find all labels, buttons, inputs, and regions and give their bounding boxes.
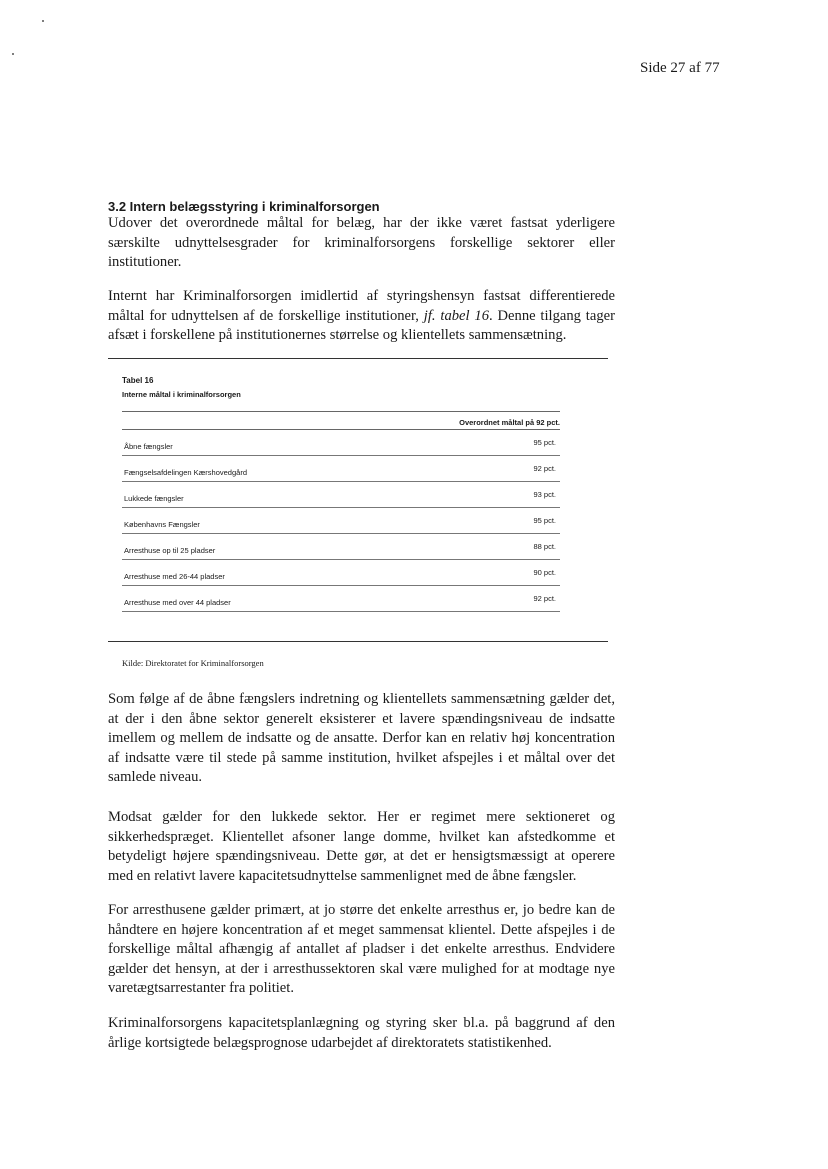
page-number: Side 27 af 77: [640, 60, 720, 76]
paragraph-capacity-planning: Kriminalforsorgens kapacitetsplanlægning og styring sker bl.a. på baggrund af den årlige kortsigtede belægsprognose udarbejdet af direktoratets statistikenhed.: [108, 1015, 615, 1051]
section-heading: 3.2 Intern belægsstyring i kriminalforsorgen: [108, 199, 380, 214]
table-row: [122, 508, 560, 534]
row-value: 95 pct.: [533, 438, 556, 447]
paragraph-closed-sector: Modsat gælder for den lukkede sektor. Her er regimet mere sektioneret og sikkerhedspræget. Klientellet afsoner lange domme, hvilket kan afstedkomme et betydeligt højere spændingsniveau. Dette gør, at det er hensigtsmæssigt at operere med en relativt lavere kapacitetsudnyttelse sammenlignet med de åbne fængsler.: [108, 809, 615, 884]
row-value: 95 pct.: [533, 516, 556, 525]
paragraph-remand-prisons: For arresthusene gælder primært, at jo større det enkelte arresthus er, jo bedre kan de håndtere en højere koncentration af et meget sammensat klientel. Dette afspejles i de forskellige måltal afhængig af antallet af pladser i det enkelte arresthus. Endvidere gælder det hensyn, at der i arresthussektoren skal være mulighed for at modtage nye varetægtsarrestanter fra politiet.: [108, 902, 615, 996]
paragraph-text: . Denne tilgang tager afsæt i forskellene på institutionernes størrelse og klientellets sammensætning.: [108, 307, 615, 343]
row-value: 92 pct.: [533, 594, 556, 603]
table-row: [122, 560, 560, 586]
row-name: Arresthuse op til 25 pladser: [124, 546, 216, 555]
row-name: Arresthuse med over 44 pladser: [124, 598, 231, 607]
table-row: [122, 482, 560, 508]
paragraph-internal-targets: [108, 287, 615, 346]
scan-speck: [42, 20, 44, 22]
row-name: Åbne fængsler: [124, 442, 173, 451]
row-name: Fængselsafdelingen Kærshovedgård: [124, 468, 247, 477]
targets-table: [122, 411, 560, 612]
table-row: [122, 456, 560, 482]
scan-speck: [12, 53, 14, 55]
row-value: 90 pct.: [533, 568, 556, 577]
row-value: 93 pct.: [533, 490, 556, 499]
table-row: [122, 430, 560, 456]
table-caption: Interne måltal i kriminalforsorgen: [122, 390, 241, 399]
paragraph-intro: Udover det overordnede måltal for belæg, har der ikke været fastsat yderligere særskilte udnyttelsesgrader for kriminalforsorgens forskellige sektorer eller institutioner.: [108, 215, 615, 270]
paragraph-text: Internt har Kriminalforsorgen imidlertid af styringshensyn fastsat differentierede måltal for udnyttelsen af de forskellige institutioner,: [108, 288, 615, 324]
divider: [108, 641, 608, 642]
table-column-header: Overordnet måltal på 92 pct.: [122, 411, 560, 430]
paragraph-open-prisons: Som følge af de åbne fængslers indretning og klientellets sammensætning gælder det, at der i den åbne sektor generelt eksisterer et lavere spændingsniveau de indsatte imellem og mellem de indsatte og de ansatte. Derfor kan en relativ høj koncentration af indsatte være til stede på samme institution, hvilket afspejles i et måltal over det samlede niveau.: [108, 691, 615, 785]
table-row: [122, 534, 560, 560]
table-row: [122, 586, 560, 612]
row-name: Arresthuse med 26-44 pladser: [124, 572, 225, 581]
table-source: Kilde: Direktoratet for Kriminalforsorgen: [122, 658, 264, 668]
row-value: 88 pct.: [533, 542, 556, 551]
row-name: Københavns Fængsler: [124, 520, 200, 529]
table-reference: jf. tabel 16: [423, 307, 490, 324]
row-name: Lukkede fængsler: [124, 494, 184, 503]
divider: [108, 358, 608, 359]
row-value: 92 pct.: [533, 464, 556, 473]
table-label: Tabel 16: [122, 376, 154, 385]
